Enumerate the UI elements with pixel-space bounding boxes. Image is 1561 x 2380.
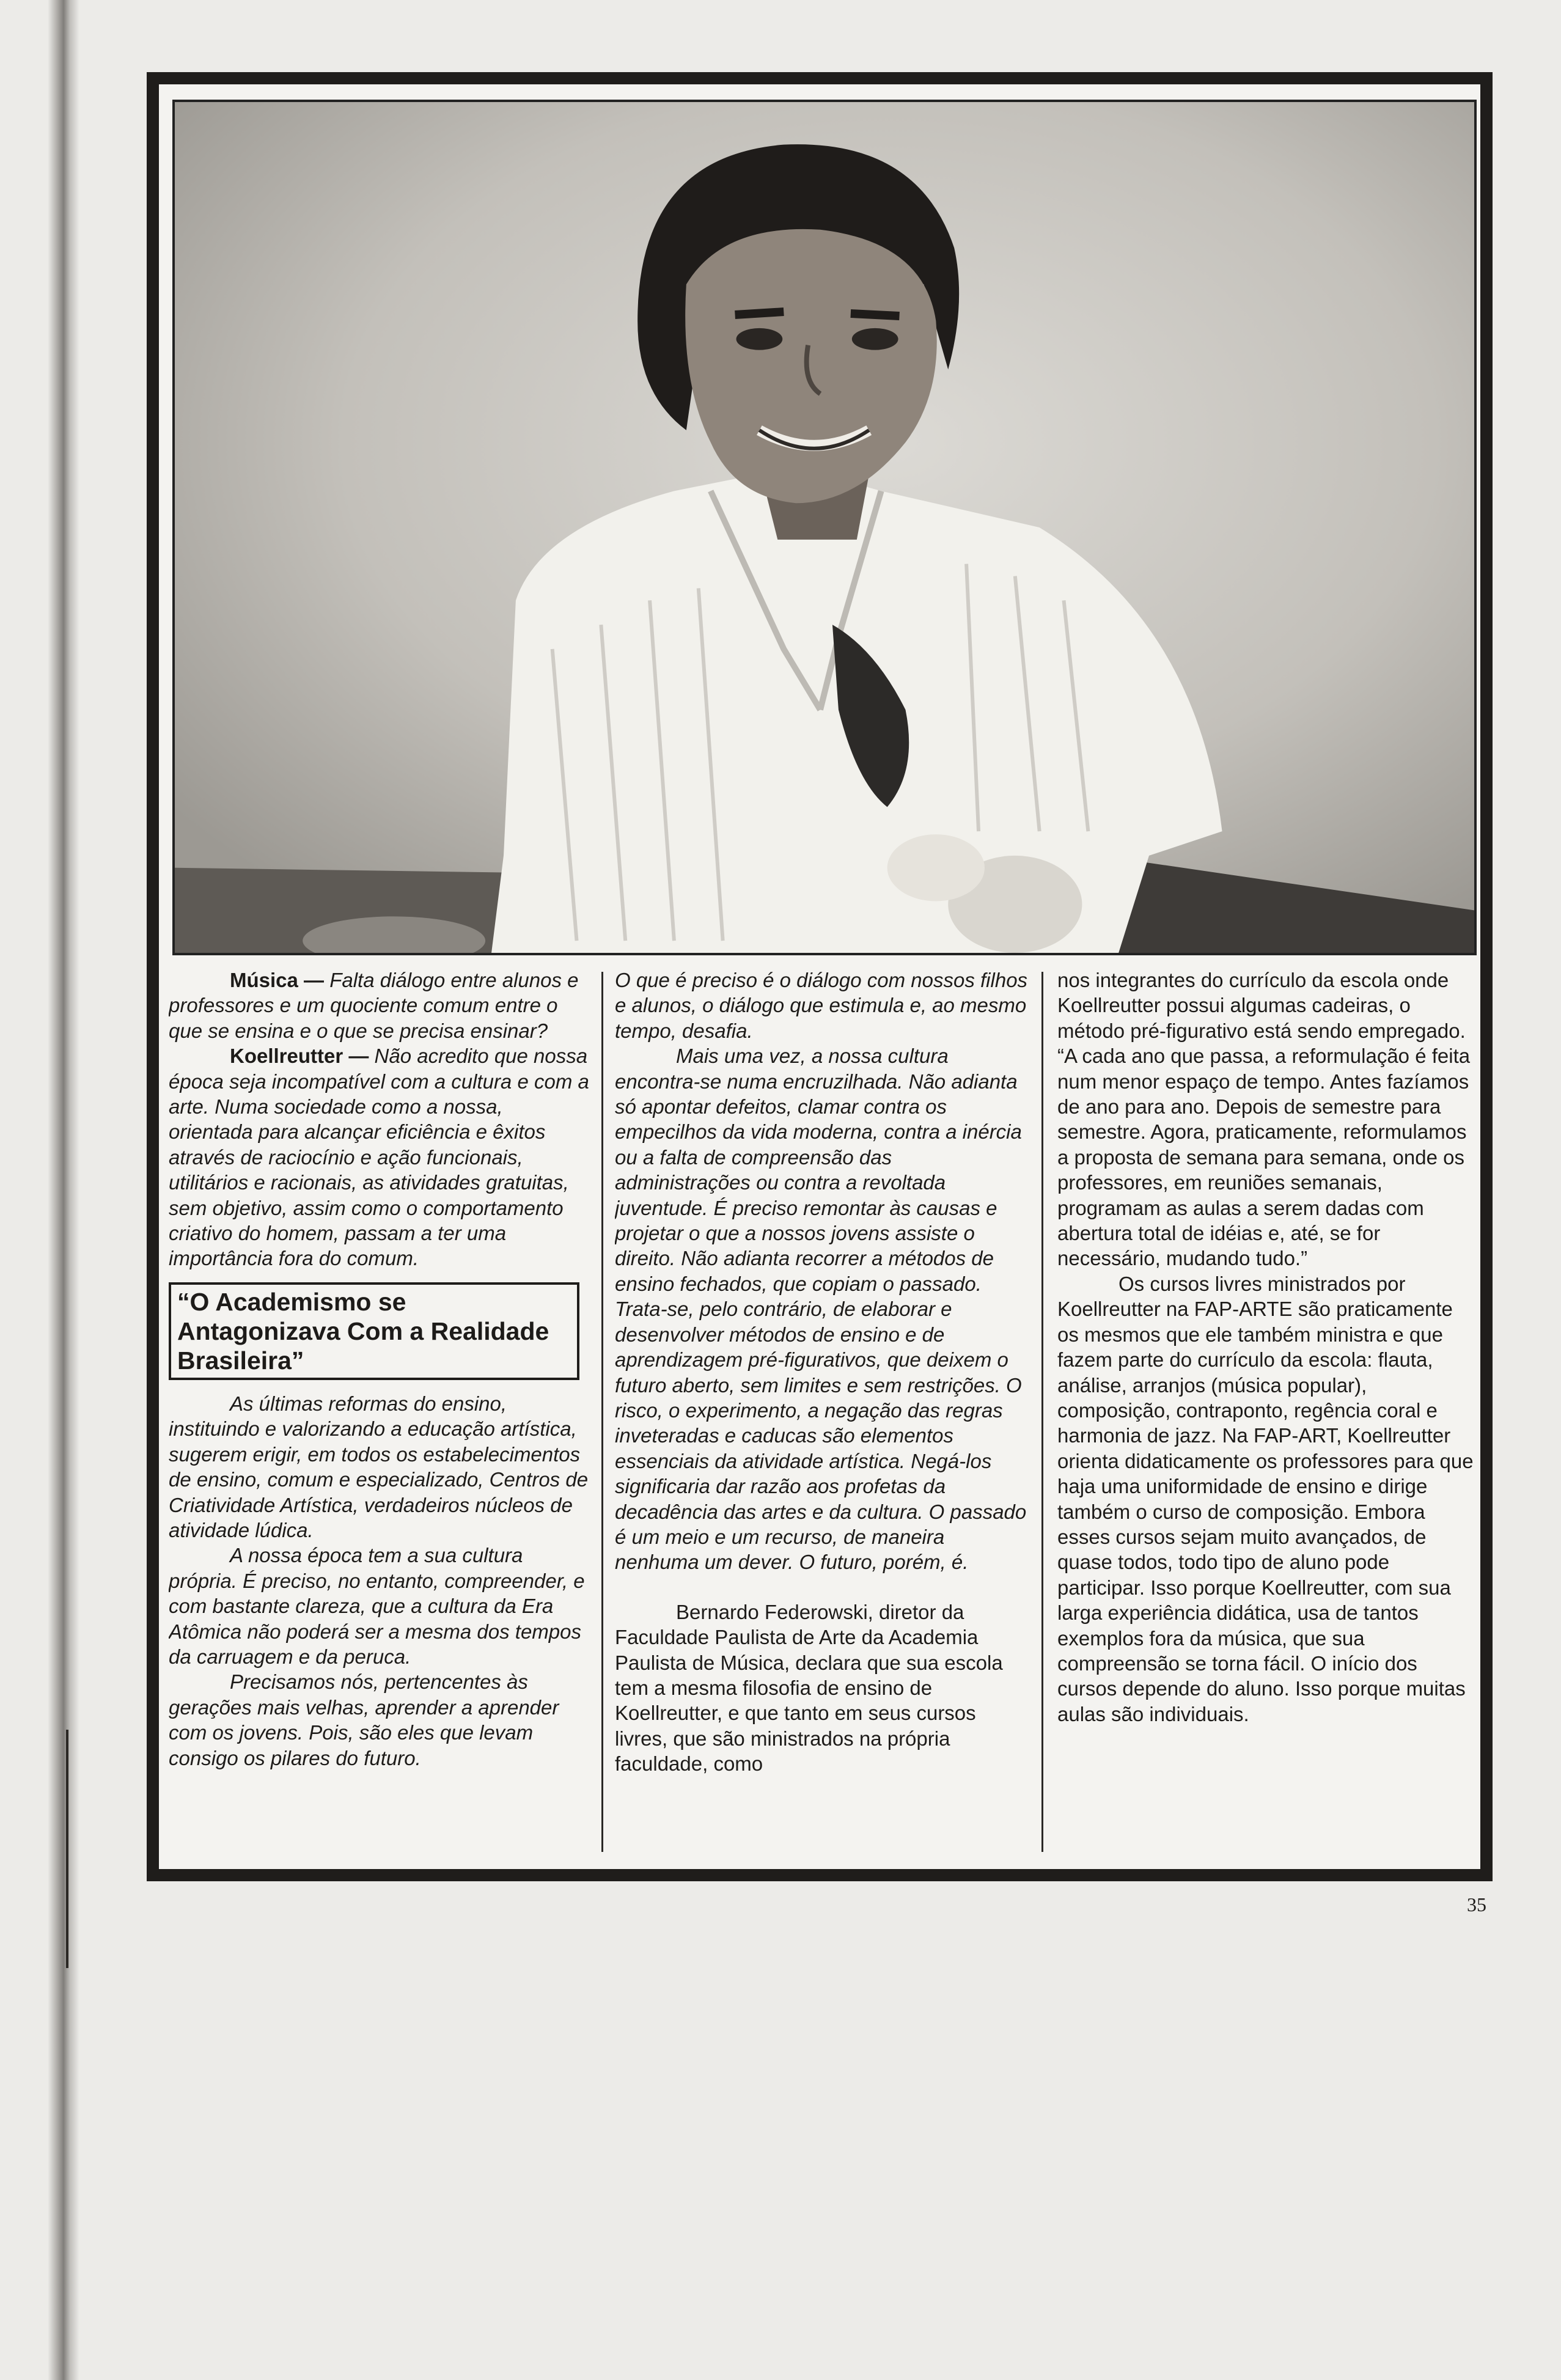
- paragraph: A nossa época tem a sua cultura própria. É preciso, no entanto, compreender, e com bastante clareza, que a cultura da Era Atômica não poderá ser a mesma dos tempos da carruagem e da peruca.: [169, 1544, 585, 1668]
- subheadline: “O Academismo se Antagonizava Com a Realidade Brasileira”: [169, 1282, 579, 1380]
- paragraph: Mais uma vez, a nossa cultura encontra-se numa encruzilhada. Não adianta só apontar defeitos, clamar contra os empecilhos da vida moderna, contra a inércia ou a falta de compreensão das administrações ou contra a revoltada juventude. É preciso remontar às causas e projetar o que a nossos jovens assiste o direito. Não adianta recorrer a métodos de ensino fechados, que copiam o passado. Trata-se, pelo contrário, de elaborar e desenvolver métodos de ensino e de aprendizagem pré-figurativos, que deixem o futuro aberto, sem limites e sem restrições. O risco, o experimento, a negação das regras inveteradas e caducas são elementos essenciais da atividade artística. Negá-los significaria dar razão aos profetas da decadência das artes e da cultura. O passado é um meio e um recurso, de maneira nenhuma um dever. O futuro, porém, é.: [615, 1045, 1027, 1574]
- paragraph: As últimas reformas do ensino, instituindo e valorizando a educação artística, sugerem erigir, em todos os estabelecimentos de ensino, comum e especializado, Centros de Criatividade Artística, verdadeiros núcleos de atividade lúdica.: [169, 1392, 589, 1541]
- page-binding-shadow: [48, 0, 79, 2380]
- column-rule: [1041, 972, 1043, 1852]
- column-rule: [601, 972, 603, 1852]
- paragraph: Os cursos livres ministrados por Koellreutter na FAP-ARTE são praticamente os mesmos que ele também ministra e que fazem parte do currículo da escola: flauta, análise, arranjos (música popular), composição, contraponto, regência coral e harmonia de jazz. Na FAP-ART, Koellreutter orienta didaticamente os professores para que haja uma uniformidade de ensino e dirige também o curso de composição. Embora esses cursos sejam muito avançados, de quase todos, todo tipo de aluno pode participar. Isso porque Koellreutter, com sua larga experiência didática, usa de tantos exemplos fora da música, que sua compreensão se torna fácil. O início dos cursos depende do aluno. Isso porque muitas aulas são individuais.: [1057, 1272, 1474, 1725]
- answer-lead: Koellreutter —: [230, 1045, 369, 1068]
- answer-text: Não acredito que nossa época seja incompatível com a cultura e com a arte. Numa sociedade como a nossa, orientada para alcançar eficiência e êxitos através de raciocínio e ação funcionais, utilitários e racionais, as atividades gratuitas, sem objetivo, assim como o comportamento criativo do homem, passam a ter uma importância fora do comum.: [169, 1045, 589, 1270]
- paragraph: Bernardo Federowski, diretor da Faculdade Paulista de Arte da Academia Paulista de Música, declara que sua escola tem a mesma filosofia de ensino de Koellreutter, e que tanto em seus cursos livres, que são ministrados na própria faculdade, como: [615, 1600, 1003, 1776]
- question-lead: Música —: [230, 969, 325, 991]
- portrait-illustration: [175, 102, 1474, 953]
- text-column-2: [615, 968, 1029, 1860]
- paragraph: O que é preciso é o diálogo com nossos filhos e alunos, o diálogo que estimula e, ao mesmo tempo, desafia.: [615, 969, 1028, 1042]
- text-column-1: [169, 968, 589, 1860]
- paragraph: nos integrantes do currículo da escola onde Koellreutter possui algumas cadeiras, o método pré-figurativo está sendo empregado. “A cada ano que passa, a reformulação é feita num menor espaço de tempo. Antes fazíamos de ano para ano. Depois de semestre para semestre. Agora, praticamente, reformulamos a proposta de semana para semana, onde os professores, em reuniões semanais, programam as aulas a serem dadas com abertura total de idéias e, até, se for necessário, mudando tudo.”: [1057, 969, 1471, 1270]
- text-column-3: [1057, 968, 1479, 1860]
- page-number: 35: [1467, 1893, 1486, 1915]
- portrait-photo: [172, 100, 1477, 955]
- question-text: Falta diálogo entre alunos e professores e um quociente comum entre o que se ensina e o que se precisa ensinar?: [169, 969, 579, 1042]
- paragraph: Precisamos nós, pertencentes às gerações mais velhas, aprender a aprender com os jovens. Pois, são eles que levam consigo os pilares do futuro.: [169, 1670, 559, 1769]
- margin-line: [66, 1730, 68, 1968]
